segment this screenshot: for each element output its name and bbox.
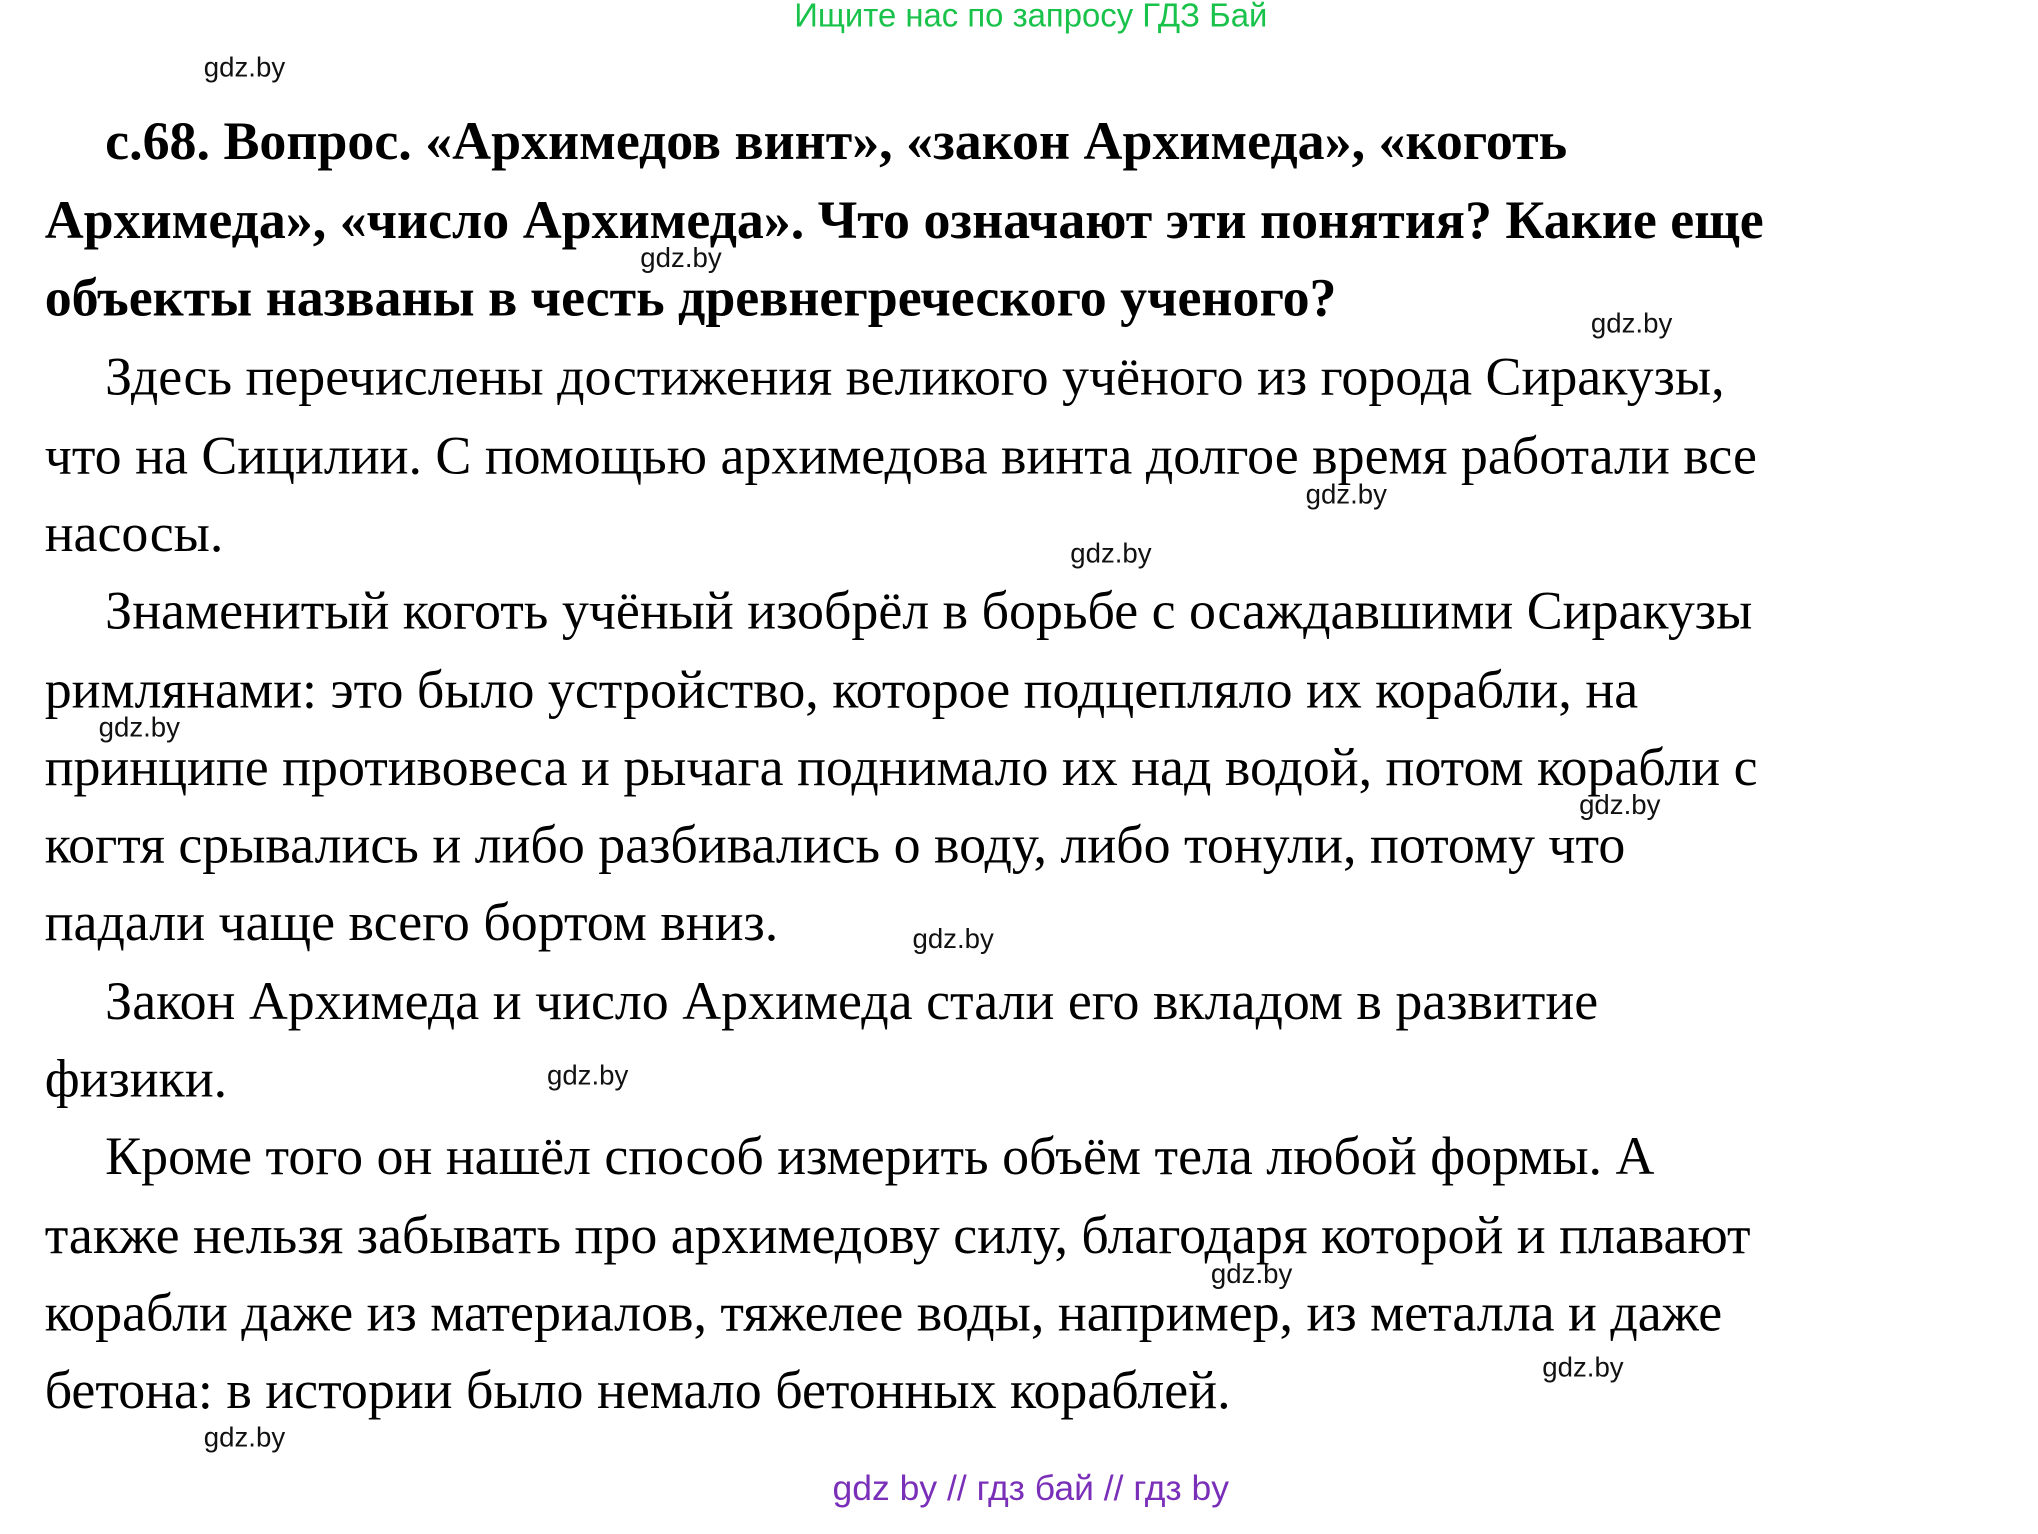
footer-links: gdz by // гдз бай // гдз by bbox=[832, 1468, 1230, 1509]
question-line-1: с.68. Вопрос. «Архимедов винт», «закон Архимеда», «коготь bbox=[105, 110, 1568, 171]
watermark: gdz.by bbox=[546, 1061, 629, 1092]
answer-p1-line-3: насосы. bbox=[44, 502, 224, 563]
answer-p4-line-3: корабли даже из материалов, тяжелее воды, например, из металла и даже bbox=[44, 1281, 1723, 1343]
watermark: gdz.by bbox=[1542, 1352, 1624, 1384]
answer-p3-line-1: Закон Архимеда и число Архимеда стали его вкладом в развитие bbox=[105, 970, 1599, 1031]
watermark: gdz.by bbox=[203, 52, 286, 83]
answer-p3-line-2: физики. bbox=[44, 1047, 228, 1109]
answer-p1-line-2: что на Сицилии. С помощью архимедова винта долгое время работали все bbox=[44, 424, 1757, 486]
answer-p4-line-1: Кроме того он нашёл способ измерить объём тела любой формы. А bbox=[105, 1125, 1655, 1186]
answer-p2-line-5: падали чаще всего бортом вниз. bbox=[44, 891, 779, 952]
answer-p2-line-4: когтя срывались и либо разбивались о воду, либо тонули, потому что bbox=[44, 813, 1626, 875]
watermark: gdz.by bbox=[1070, 539, 1152, 570]
watermark: gdz.by bbox=[98, 712, 180, 743]
answer-p2-line-2: римлянами: это было устройство, которое подцепляло их корабли, на bbox=[44, 658, 1639, 720]
watermark: gdz.by bbox=[912, 924, 994, 955]
question-line-2: Архимеда», «число Архимеда». Что означают эти понятия? Какие еще bbox=[44, 189, 1764, 250]
watermark: gdz.by bbox=[1579, 790, 1661, 821]
search-hint-banner: Ищите нас по запросу ГДЗ Бай bbox=[794, 0, 1268, 35]
answer-p2-line-1: Знаменитый коготь учёный изобрёл в борьбе с осаждавшими Сиракузы bbox=[105, 579, 1753, 641]
question-line-3: объекты названы в честь древнегреческого ученого? bbox=[44, 266, 1337, 328]
watermark: gdz.by bbox=[1210, 1259, 1293, 1290]
answer-p2-line-3: принципе противовеса и рычага поднимало их над водой, потом корабли с bbox=[44, 736, 1758, 797]
watermark: gdz.by bbox=[1590, 308, 1673, 340]
watermark: gdz.by bbox=[203, 1422, 286, 1453]
answer-p4-line-4: бетона: в истории было немало бетонных кораблей. bbox=[44, 1359, 1231, 1420]
watermark: gdz.by bbox=[640, 243, 722, 274]
answer-p4-line-2: также нельзя забывать про архимедову силу, благодаря которой и плавают bbox=[44, 1204, 1751, 1265]
watermark: gdz.by bbox=[1305, 479, 1387, 511]
answer-p1-line-1: Здесь перечислены достижения великого учёного из города Сиракузы, bbox=[105, 345, 1725, 407]
